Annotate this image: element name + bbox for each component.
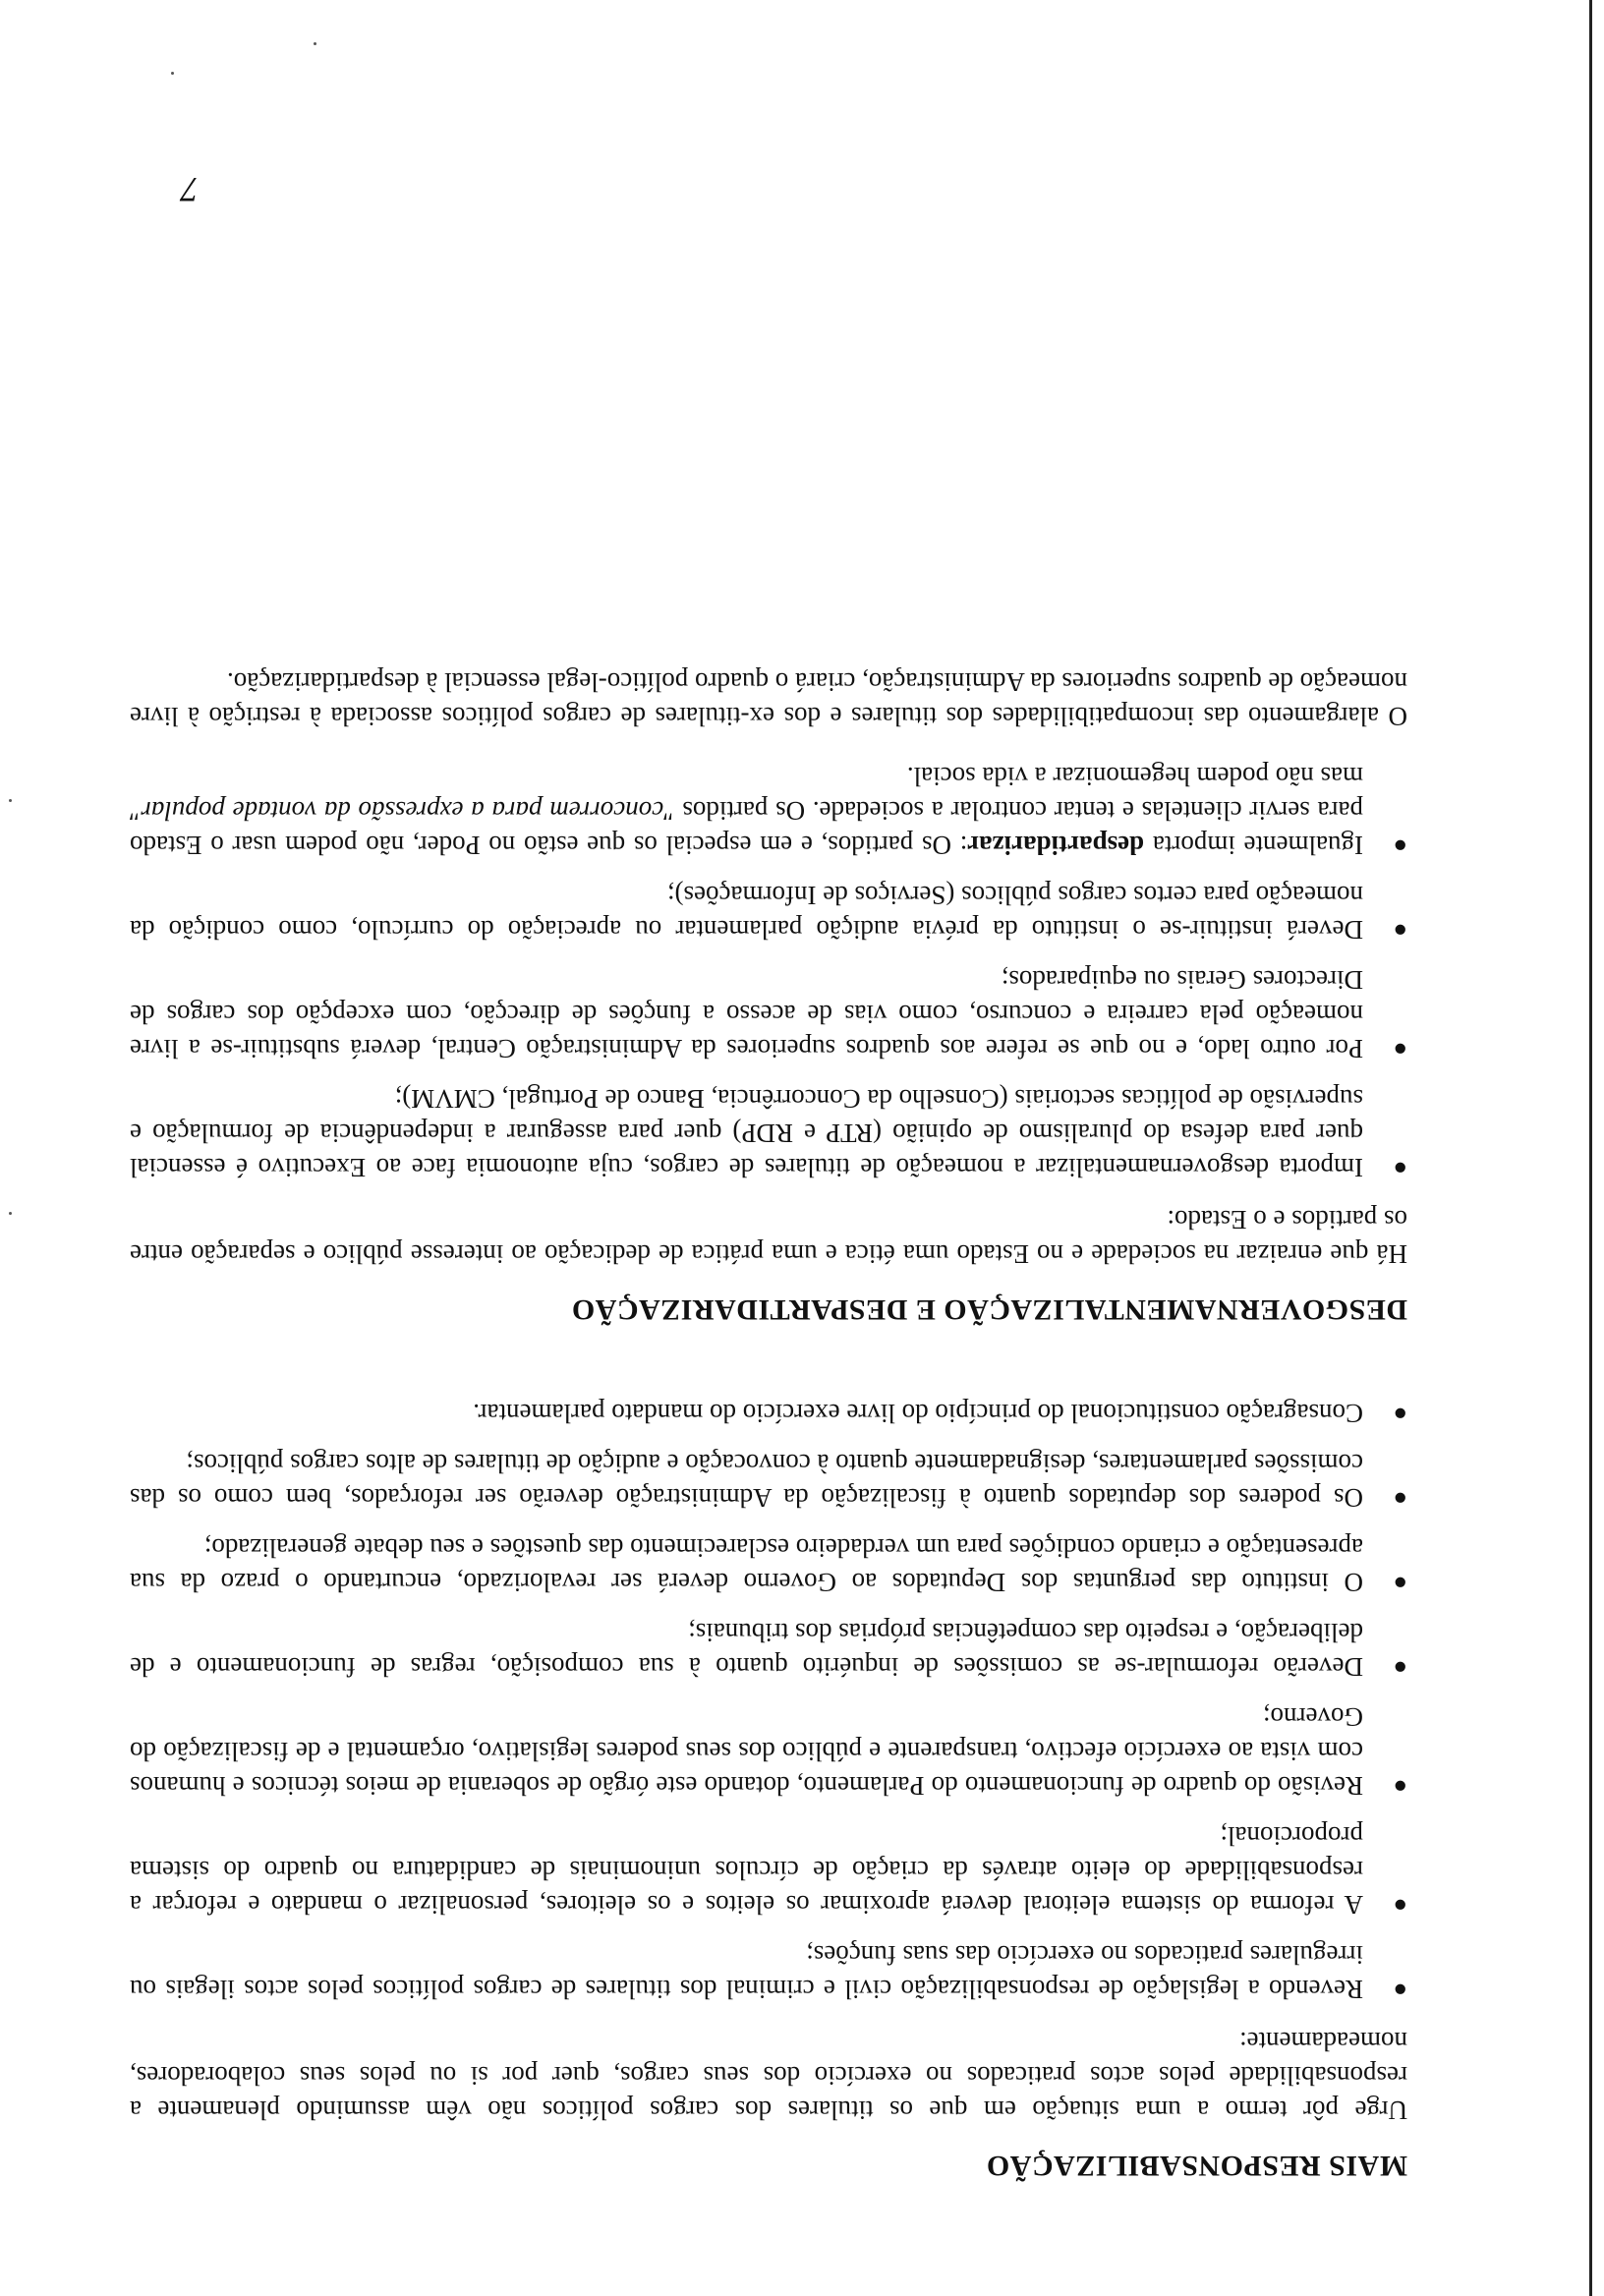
scan-speck	[171, 72, 174, 75]
bullet-icon: ●	[1393, 1401, 1407, 1426]
section-title-responsabilizacao: MAIS RESPONSABILIZAÇÃO	[986, 2150, 1407, 2182]
bullet-icon: ●	[1393, 1977, 1407, 2002]
list-item: ● Consagração constitucional do princípio do livre exercício do mandato parlamentar.	[130, 1396, 1407, 1430]
list-item: ● Revendo a legislação de responsabilização civil e criminal dos titulares de cargos políticos pelos actos ilegais ou irregulares praticados no exercício das suas funções;	[130, 1940, 1407, 2004]
page-number: 7	[181, 170, 199, 209]
bullet-icon: ●	[1393, 1773, 1407, 1799]
scan-speck	[9, 799, 12, 802]
bullet-icon: ●	[1393, 1654, 1407, 1680]
bullet-icon: ●	[1393, 832, 1407, 858]
scan-edge-line	[1589, 0, 1592, 2296]
list-item	[130, 759, 1407, 862]
bullet-icon: ●	[1393, 917, 1407, 943]
emphasis-despartidarizar: despartidarizar	[967, 831, 1145, 860]
list-item: ● Por outro lado, e no que se refere aos quadros superiores da Administração Central, deverá substituir-se a livre nomeação pela carreira e concurso, como vias de acesso a funções de direcção, com excepção dos cargos de Directores Gerais ou equiparados;	[130, 965, 1407, 1063]
rich-bullet-text: Igualmente importa despartidarizar: Os partidos, e em especial os que estão no Poder, não podem usar o Estado para servir clientelas e tentar controlar a sociedade. Os partidos "concorrem para a expressão da vontade popular" mas não podem hegemonizar a vida social.	[130, 762, 1363, 860]
bullet-icon: ●	[1393, 1892, 1407, 1918]
section-title-desgovernamentalizacao: DESGOVERNAMENTALIZAÇÃO E DESPARTIDARIZAÇÃO	[571, 1293, 1407, 1326]
list-item: ● Os poderes dos deputados quanto à fiscalização da Administração deverão ser reforçados, bem como os das comissões parlamentares, designadamente quanto à convocação e audição de titulares de altos cargos públicos;	[130, 1449, 1407, 1513]
section-intro: Há que enraizar na sociedade e no Estado uma ética e uma prática de dedicação ao interesse público e separação entre os partidos e o Estado:	[130, 1205, 1407, 1269]
list-item: ● Deverá instituir-se o instituto da prévia audição parlamentar ou apreciação do currículo, como condição da nomeação para certos cargos públicos (Serviços de Informações);	[130, 881, 1407, 945]
bullet-icon: ●	[1393, 1155, 1407, 1180]
bullet-list-desgovernamentalizacao	[130, 759, 1407, 1184]
bullet-icon: ●	[1393, 1485, 1407, 1511]
quoted-phrase: "concorrem para a expressão da vontade popular"	[130, 796, 675, 826]
bullet-icon: ●	[1393, 1036, 1407, 1062]
section-closing: O alargamento das incompatibilidades dos titulares e dos ex-titulares de cargos políticos associada à restrição à livre nomeação de quadros superiores da Administração, criará o quadro político-legal essencial à despartidarização.	[130, 667, 1407, 731]
list-item: ● Deverão reformular-se as comissões de inquérito quanto à sua composição, regras de funcionamento e de deliberação, e respeito das competências próprias dos tribunais;	[130, 1618, 1407, 1682]
list-item: ● Revisão do quadro de funcionamento do Parlamento, dotando este órgão de soberania de meios técnicos e humanos com vista ao exercício efectivo, transparente e público dos seus poderes legislativo, orçamental e de fiscalização do Governo;	[130, 1702, 1407, 1801]
document-body	[130, 647, 1407, 2183]
bullet-list-responsabilizacao	[130, 1396, 1407, 2006]
section-intro: Urge pôr termo a uma situação em que os titulares dos cargos políticos não vêm assumindo plenamente a responsabilidade pelos actos praticados no exercício dos seus cargos, quer por si ou pelos seus colaboradores, nomeadamente:	[130, 2027, 1407, 2125]
list-item: ● A reforma do sistema eleitoral deverá aproximar os eleitos e os eleitores, personalizar o mandato e reforçar a responsabilidade do eleito através da criação de círculos uninominais de candidatura no quadro do sistema proporcional;	[130, 1821, 1407, 1920]
bullet-icon: ●	[1393, 1570, 1407, 1595]
scan-speck	[314, 42, 316, 45]
list-item: ● O instituto das perguntas dos Deputados ao Governo deverá ser revalorizado, encurtando o prazo da sua apresentação e criando condições para um verdadeiro esclarecimento das questões e seu debate generalizado;	[130, 1533, 1407, 1597]
scan-speck	[9, 1212, 12, 1215]
list-item: ● Importa desgovernamentalizar a nomeação de titulares de cargos, cuja autonomia face ao Executivo é essencial quer para defesa do pluralismo de opinião (RTP e RDP) quer para assegurar a independência de formulação e supervisão de políticas sectoriais (Conselho da Concorrência, Banco de Portugal, CMVM);	[130, 1084, 1407, 1182]
